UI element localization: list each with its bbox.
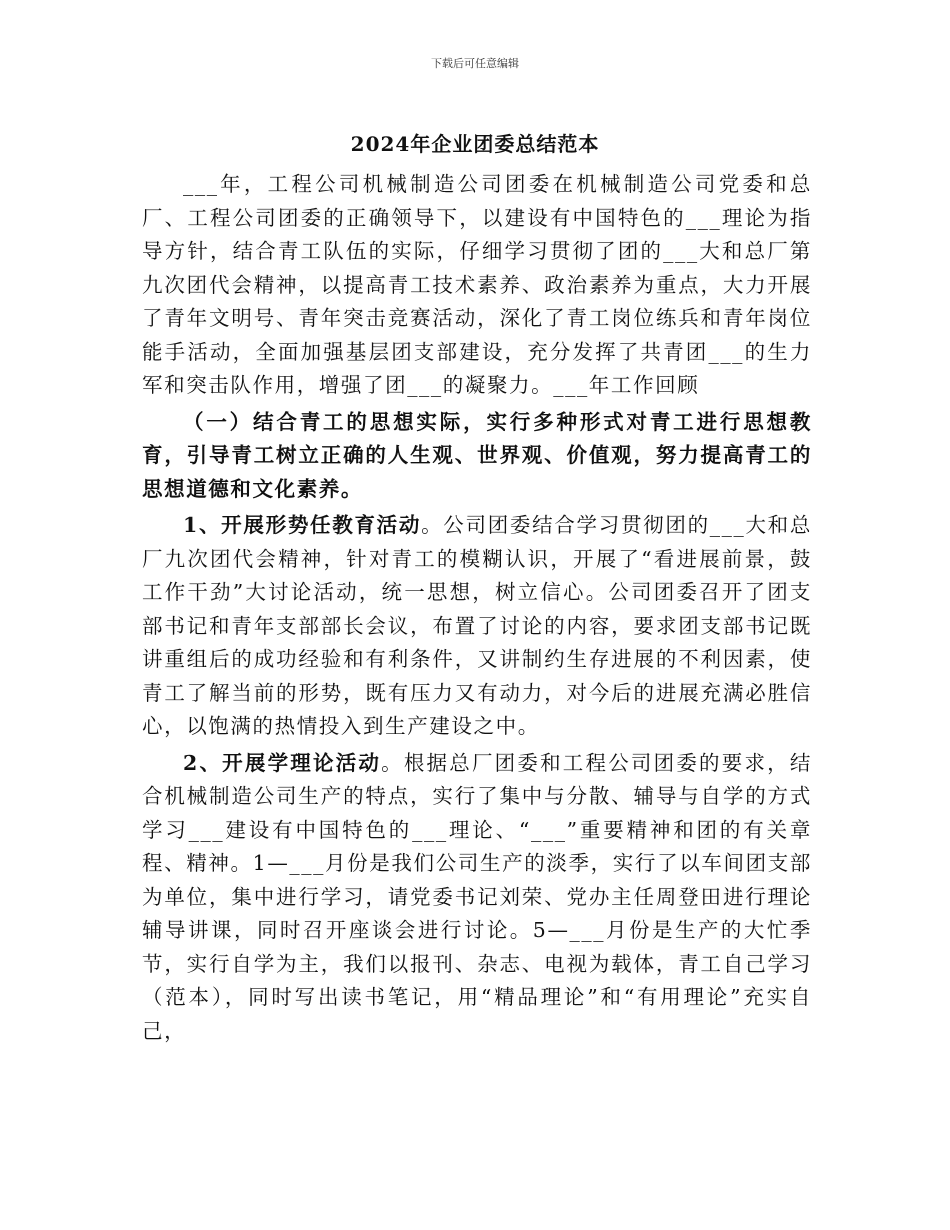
item-1-body: 。公司团委结合学习贯彻团的___大和总厂九次团代会精神，针对青工的模糊认识，开展了“看进展前景，鼓工作干劲”大讨论活动，统一思想，树立信心。公司团委召开了团支部书记和青年支部部长会议，布置了讨论的内容，要求团支部书记既讲重组后的成功经验和有利条件，又讲制约生存进展的不利因素，使青工了解当前的形势，既有压力又有动力，对今后的进展充满必胜信心，以饱满的热情投入到生产建设之中。 [142, 513, 812, 738]
document-body [142, 168, 812, 1051]
page-header-note: 下载后可任意编辑 [431, 57, 519, 70]
item-1-lead: 1、开展形势任教育活动 [183, 513, 422, 537]
paragraph-item-2 [142, 747, 812, 1049]
section-heading-1: （一）结合青工的思想实际，实行多种形式对青工进行思想教育，引导青工树立正确的人生观、世界观、价值观，努力提高青工的思想道德和文化素养。 [142, 409, 812, 501]
paragraph-item-1 [142, 509, 812, 744]
item-2-body: 。根据总厂团委和工程公司团委的要求，结合机械制造公司生产的特点，实行了集中与分散、辅导与自学的方式学习___建设有中国特色的___理论、“___”重要精神和团的有关章程、精神。1—___月份是我们公司生产的淡季，实行了以车间团支部为单位，集中进行学习，请党委书记刘荣、党办主任周登田进行理论辅导讲课，同时召开座谈会进行讨论。5—___月份是生产的大忙季节，实行自学为主，我们以报刊、杂志、电视为载体，青工自己学习（范本），同时写出读书笔记，用“精品理论”和“有用理论”充实自己， [142, 750, 812, 1043]
paragraph-intro: ___年，工程公司机械制造公司团委在机械制造公司党委和总厂、工程公司团委的正确领导下，以建设有中国特色的___理论为指导方针，结合青工队伍的实际，仔细学习贯彻了团的___大和总厂第九次团代会精神，以提高青工技术素养、政治素养为重点，大力开展了青年文明号、青年突击竞赛活动，深化了青工岗位练兵和青年岗位能手活动，全面加强基层团支部建设，充分发挥了共青团___的生力军和突击队作用，增强了团___的凝聚力。___年工作回顾 [142, 172, 812, 397]
document-title: 2024年企业团委总结范本 [350, 132, 600, 156]
item-2-lead: 2、开展学理论活动 [183, 750, 382, 775]
